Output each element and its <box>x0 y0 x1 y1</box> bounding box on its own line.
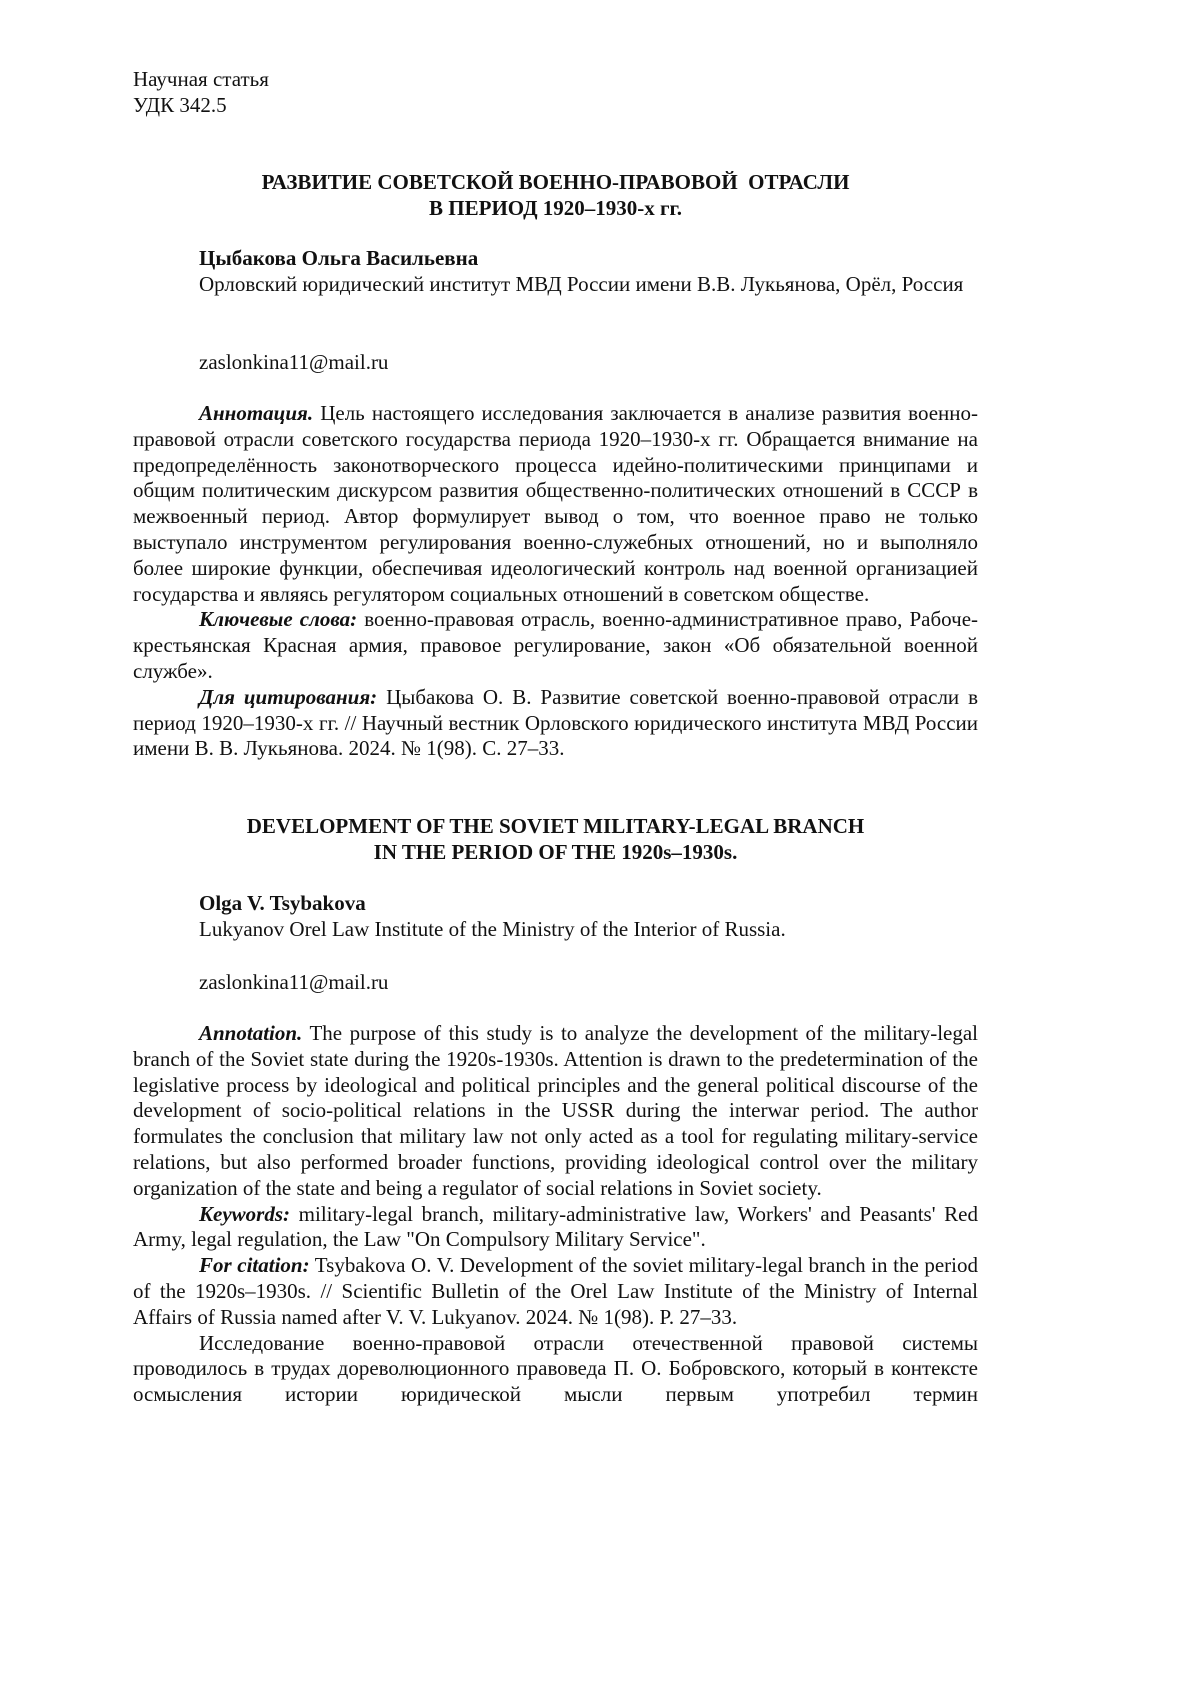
en-citation-text: Tsybakova O. V. Development of the soviet military-legal branch in the period of the 1920s–1930s. // Scientific Bulletin of the Orel Law Institute of the Ministry of Internal Affairs of Russia named after V. V. Lukyanov. 2024. № 1(98). P. 27–33. <box>133 1253 978 1329</box>
ru-author-block <box>133 246 978 298</box>
en-annotation <box>133 1021 978 1202</box>
article-type: Научная статья <box>133 67 978 93</box>
en-author-name: Olga V. Tsybakova <box>133 891 978 917</box>
en-author-block <box>133 891 978 943</box>
ru-keywords-label: Ключевые слова: <box>199 607 357 631</box>
ru-citation <box>133 685 978 762</box>
ru-citation-text: Цыбакова О. В. Развитие советской военно-правовой отрасли в период 1920–1930-х гг. // Научный вестник Орловского юридического института МВД России имени В. В. Лукьянова. 2024. № 1(98). С. 27–33. <box>133 685 978 761</box>
ru-title <box>133 170 978 222</box>
ru-keywords-text: военно-правовая отрасль, военно-административное право, Рабоче-крестьянская Красная армия, правовое регулирование, закон «Об обязательной военной службе». <box>133 607 978 683</box>
en-title-line1: DEVELOPMENT OF THE SOVIET MILITARY-LEGAL BRANCH <box>133 814 978 840</box>
ru-annotation <box>133 401 978 607</box>
udc-code: УДК 342.5 <box>133 93 978 119</box>
en-keywords <box>133 1202 978 1254</box>
en-affiliation: Lukyanov Orel Law Institute of the Ministry of the Interior of Russia. <box>133 917 978 943</box>
body-paragraph: Исследование военно-правовой отрасли отечественной правовой системы проводилось в трудах дореволюционного правоведа П. О. Бобровского, который в контексте осмысления истории юридической мысли первым употребил термин <box>133 1331 978 1408</box>
en-annotation-text: The purpose of this study is to analyze the development of the military-legal branch of the Soviet state during the 1920s-1930s. Attention is drawn to the predetermination of the legislative process by ideological and political principles and the general political discourse of the development of socio-political relations in the USSR during the interwar period. The author formulates the conclusion that military law not only acted as a tool for regulating military-service relations, but also performed broader functions, providing ideological control over the military organization of the state and being a regulator of social relations in Soviet society. <box>133 1021 978 1200</box>
ru-author-name: Цыбакова Ольга Васильевна <box>133 246 978 272</box>
ru-citation-label: Для цитирования: <box>199 685 377 709</box>
en-citation <box>133 1253 978 1330</box>
en-title <box>133 814 978 866</box>
ru-email: zaslonkina11@mail.ru <box>133 350 978 376</box>
ru-abstract-block <box>133 401 978 762</box>
ru-keywords <box>133 607 978 684</box>
ru-annotation-text: Цель настоящего исследования заключается в анализе развития военно-правовой отрасли советского государства периода 1920–1930-х гг. Обращается внимание на предопределённость законотворческого процесса идейно-политическими принципами и общим политическим дискурсом развития общественно-политических отношений в СССР в межвоенный период. Автор формулирует вывод о том, что военное право не только выступало инструментом регулирования военно-служебных отношений, но и выполняло более широкие функции, обеспечивая идеологический контроль над военной организацией государства и являясь регулятором социальных отношений в советском обществе. <box>133 401 978 606</box>
ru-annotation-label: Аннотация. <box>199 401 313 425</box>
en-keywords-label: Keywords: <box>199 1202 290 1226</box>
en-abstract-block <box>133 1021 978 1408</box>
en-email: zaslonkina11@mail.ru <box>133 970 978 996</box>
en-citation-label: For citation: <box>199 1253 310 1277</box>
ru-title-line1: РАЗВИТИЕ СОВЕТСКОЙ ВОЕННО-ПРАВОВОЙ ОТРАСЛИ <box>133 170 978 196</box>
en-title-line2: IN THE PERIOD OF THE 1920s–1930s. <box>133 840 978 866</box>
ru-affiliation: Орловский юридический институт МВД России имени В.В. Лукьянова, Орёл, Россия <box>133 272 978 298</box>
en-keywords-text: military-legal branch, military-administrative law, Workers' and Peasants' Red Army, legal regulation, the Law "On Compulsory Military Service". <box>133 1202 978 1252</box>
article-header <box>133 67 978 119</box>
ru-title-line2: В ПЕРИОД 1920–1930-х гг. <box>133 196 978 222</box>
en-annotation-label: Annotation. <box>199 1021 302 1045</box>
